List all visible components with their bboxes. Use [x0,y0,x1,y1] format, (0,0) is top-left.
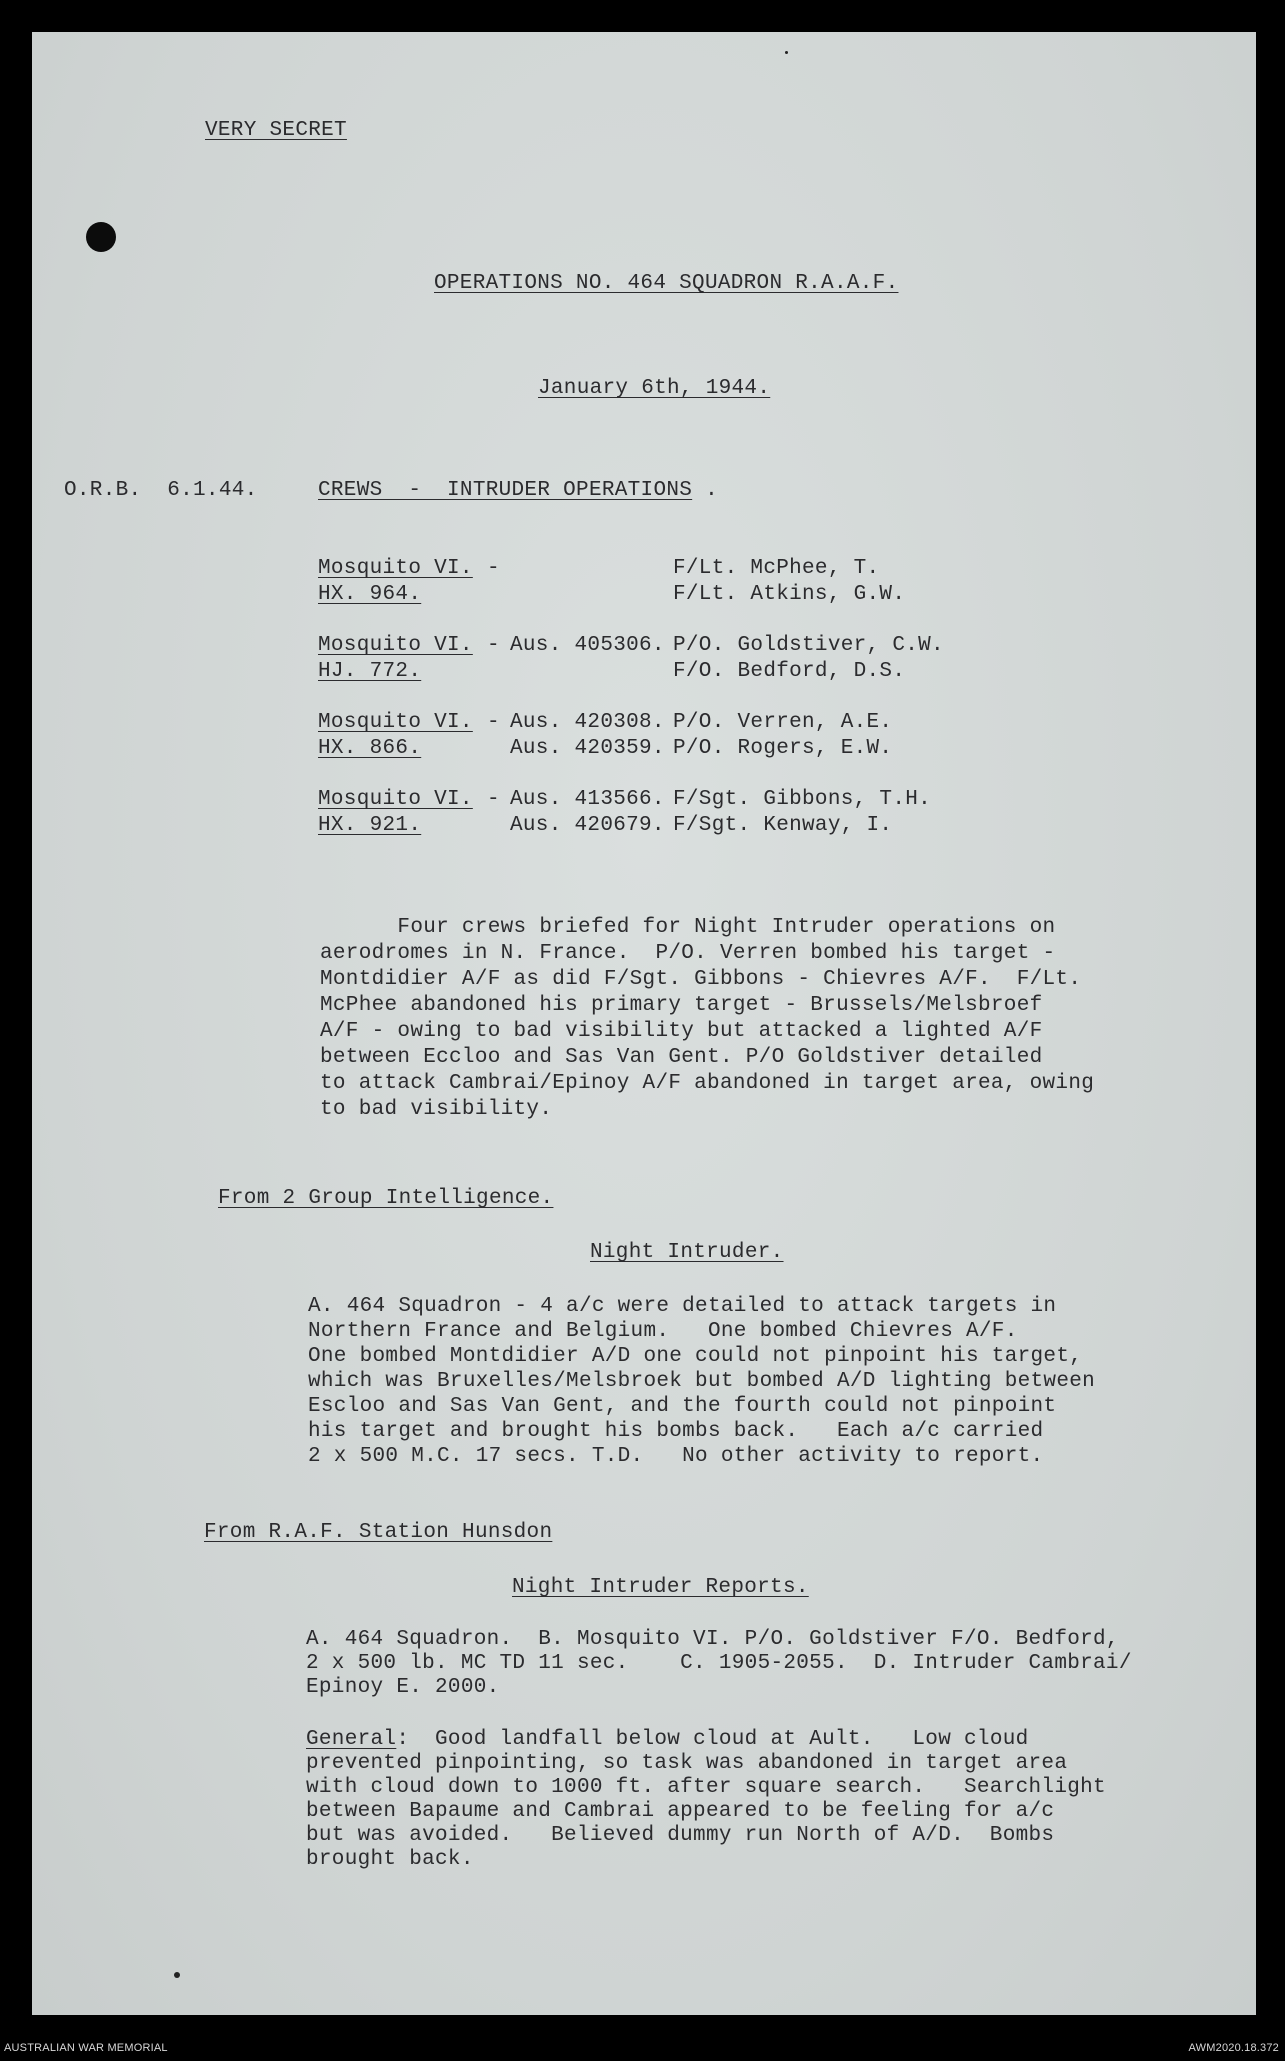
summary-line: McPhee abandoned his primary target - Brussels/Melsbroef [320,994,1043,1017]
classification-label: VERY SECRET [205,119,347,142]
crew-person: P/O. Verren, A.E. [673,711,893,734]
general-label: General [306,1728,397,1751]
document-date: January 6th, 1944. [538,377,771,400]
general-first-line [306,1727,1029,1753]
summary-line: to attack Cambrai/Epinoy A/F abandoned in target area, owing [320,1072,1095,1095]
crew-dash: - [487,634,500,657]
general-line: but was avoided. Believed dummy run North of A/D. Bombs [306,1824,1055,1847]
orb-reference: O.R.B. 6.1.44. [64,479,258,502]
service-number: Aus. 420679. [510,814,665,837]
station-report-line: A. 464 Squadron. B. Mosquito VI. P/O. Goldstiver F/O. Bedford, [306,1628,1119,1651]
group-intel-line: 2 x 500 M.C. 17 secs. T.D. No other activity to report. [308,1445,1044,1468]
summary-line: between Eccloo and Sas Van Gent. P/O Goldstiver detailed [320,1046,1043,1069]
general-line: with cloud down to 1000 ft. after square search. Searchlight [306,1776,1106,1799]
station-report-heading: From R.A.F. Station Hunsdon [204,1521,553,1544]
service-number: Aus. 420308. [510,711,665,734]
group-intel-line: One bombed Montdidier A/D one could not pinpoint his target, [308,1345,1083,1368]
punch-hole [86,222,116,252]
general-line: prevented pinpointing, so task was abandoned in target area [306,1752,1068,1775]
service-number: Aus. 405306. [510,634,665,657]
general-line: brought back. [306,1848,474,1871]
ink-speck [174,1972,180,1978]
group-intel-line: his target and brought his bombs back. Each a/c carried [308,1420,1044,1443]
station-report-line: Epinoy E. 2000. [306,1676,500,1699]
ink-speck [785,51,788,54]
crews-heading-text: CREWS - INTRUDER OPERATIONS [318,479,693,502]
aircraft-type: Mosquito VI. [318,557,473,580]
group-intel-line: which was Bruxelles/Melsbroek but bombed A/D lighting between [308,1370,1096,1393]
aircraft-serial: HX. 964. [318,583,422,606]
aircraft-type: Mosquito VI. [318,634,473,657]
group-intel-heading: From 2 Group Intelligence. [218,1187,554,1210]
summary-line: to bad visibility. [320,1098,553,1121]
crew-dash: - [487,557,500,580]
summary-line: Four crews briefed for Night Intruder operations on [320,916,1056,939]
document-title: OPERATIONS NO. 464 SQUADRON R.A.A.F. [434,272,899,295]
station-report-subheading: Night Intruder Reports. [512,1576,809,1599]
summary-line: Montdidier A/F as did F/Sgt. Gibbons - Chievres A/F. F/Lt. [320,968,1082,991]
crew-person: F/Lt. Atkins, G.W. [673,583,906,606]
crew-person: F/Lt. McPhee, T. [673,557,880,580]
station-report-line: 2 x 500 lb. MC TD 11 sec. C. 1905-2055. D. Intruder Cambrai/ [306,1652,1132,1675]
crew-person: F/O. Bedford, D.S. [673,660,906,683]
service-number: Aus. 413566. [510,788,665,811]
aircraft-serial: HX. 921. [318,814,422,837]
aircraft-type: Mosquito VI. [318,711,473,734]
crew-dash: - [487,711,500,734]
general-line: between Bapaume and Cambrai appeared to be feeling for a/c [306,1800,1055,1823]
summary-line: A/F - owing to bad visibility but attacked a lighted A/F [320,1020,1043,1043]
group-intel-line: Escloo and Sas Van Gent, and the fourth could not pinpoint [308,1395,1057,1418]
crew-person: P/O. Rogers, E.W. [673,737,893,760]
summary-line: aerodromes in N. France. P/O. Verren bombed his target - [320,942,1056,965]
aircraft-type: Mosquito VI. [318,788,473,811]
crews-heading [318,478,718,504]
group-intel-line: A. 464 Squadron - 4 a/c were detailed to attack targets in [308,1295,1057,1318]
group-intel-subheading: Night Intruder. [590,1241,784,1264]
crew-person: P/O. Goldstiver, C.W. [673,634,944,657]
crew-person: F/Sgt. Kenway, I. [673,814,893,837]
general-first-text: : Good landfall below cloud at Ault. Low cloud [396,1728,1029,1751]
crew-dash: - [487,788,500,811]
group-intel-line: Northern France and Belgium. One bombed Chievres A/F. [308,1320,1018,1343]
crews-heading-suffix: . [692,479,718,502]
archive-footer-left: AUSTRALIAN WAR MEMORIAL [4,2042,168,2054]
aircraft-serial: HX. 866. [318,737,422,760]
archive-footer-right: AWM2020.18.372 [1188,2042,1279,2054]
aircraft-serial: HJ. 772. [318,660,422,683]
crew-person: F/Sgt. Gibbons, T.H. [673,788,932,811]
service-number: Aus. 420359. [510,737,665,760]
